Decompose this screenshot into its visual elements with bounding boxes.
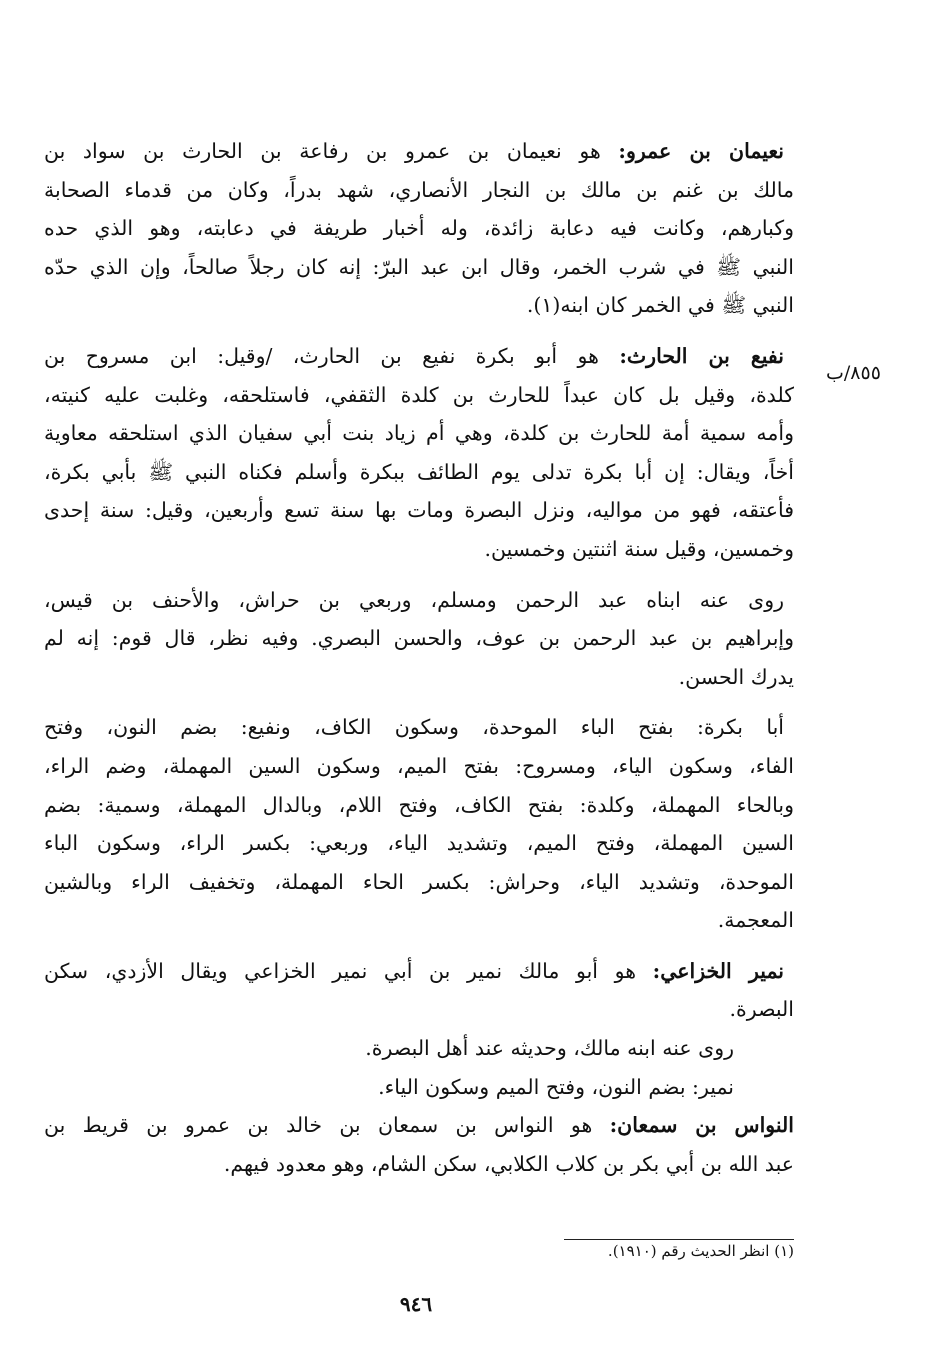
page-body bbox=[44, 132, 794, 1195]
text-line: مالك بن غنم بن مالك بن النجار الأنصاري، شهد بدراً، وكان من قدماء الصحابة bbox=[44, 177, 794, 202]
text-line: وإبراهيم بن عبد الرحمن بن عوف، والحسن البصري. وفيه نظر، قال قوم: إنه لم bbox=[44, 626, 794, 651]
entry-numayr-al-khuzai bbox=[44, 952, 794, 1029]
text-line: وأمه سمية أمة للحارث بن كلدة، وهي أم زياد بنت أبي سفيان الذي استلحقه معاوية bbox=[44, 421, 794, 446]
numayr-narrator-line bbox=[44, 1029, 794, 1068]
text-line: الفاء، وسكون الياء، ومسروح: بفتح الميم، وسكون السين المهملة، وضم الراء، bbox=[44, 753, 794, 778]
entry-text: هو أبو مالك نمير بن أبي نمير الخزاعي ويقال الأزدي، سكن bbox=[44, 958, 653, 983]
narrators-paragraph bbox=[44, 581, 794, 697]
text-line: فأعتقه، فهو من مواليه، ونزل البصرة ومات بها سنة تسع وأربعين، وقيل: سنة إحدى bbox=[44, 498, 794, 523]
entry-term: نفيع بن الحارث: bbox=[619, 343, 784, 368]
text-line: الموحدة، وتشديد الياء، وحراش: بكسر الحاء المهملة، وتخفيف الراء وبالشين bbox=[44, 869, 794, 894]
text-line: وكبارهم، وكانت فيه دعابة زائدة، وله أخبار طريفة في دعابته، وهو الذي حده bbox=[44, 216, 794, 241]
entry-text: هو نعيمان بن عمرو بن رفاعة بن الحارث بن سواد بن bbox=[44, 139, 619, 163]
text-line: أخاً، ويقال: إن أبا بكرة تدلى يوم الطائف ببكرة وأسلم فكناه النبي ﷺ بأبي بكرة، bbox=[44, 459, 794, 484]
entry-al-nawwas-ibn-saman bbox=[44, 1106, 794, 1183]
entry-nufay-ibn-al-harith bbox=[44, 337, 794, 569]
page-number: ٩٤٦ bbox=[399, 1292, 433, 1316]
text-line: أبا بكرة: بفتح الباء الموحدة، وسكون الكاف، ونفيع: بضم النون، وفتح bbox=[44, 715, 784, 740]
entry-text: هو النواس بن سمعان بن خالد بن عمرو بن قريط بن bbox=[44, 1113, 610, 1138]
numayr-vocalization-line bbox=[44, 1068, 794, 1107]
text-line: وبالحاء المهملة، وكلدة: بفتح الكاف، وفتح اللام، وبالدال المهملة، وسمية: بضم bbox=[44, 792, 794, 817]
vocalization-paragraph bbox=[44, 708, 794, 940]
margin-folio-note: ٨٥٥/ب bbox=[826, 362, 881, 384]
text-line: وخمسين، وقيل سنة اثنتين وخمسين. bbox=[484, 536, 794, 561]
text-line bbox=[44, 337, 794, 376]
text-line: البصرة. bbox=[729, 997, 794, 1022]
entry-term: نعيمان بن عمرو: bbox=[618, 139, 784, 163]
text-line: عبد الله بن أبي بكر بن كلاب الكلابي، سكن الشام، وهو معدود فيهم. bbox=[223, 1151, 794, 1176]
text-line: النبي ﷺ في شرب الخمر، وقال ابن عبد البرّ: إنه كان رجلاً صالحاً، وإن الذي حدّه bbox=[44, 254, 794, 279]
text-line: المعجمة. bbox=[717, 908, 794, 933]
entry-term: نمير الخزاعي: bbox=[652, 958, 784, 983]
text-line bbox=[44, 1106, 794, 1145]
text-line: نمير: بضم النون، وفتح الميم وسكون الياء. bbox=[378, 1074, 734, 1099]
entry-term: النواس بن سمعان: bbox=[609, 1113, 794, 1138]
text-line: السين المهملة، وفتح الميم، وتشديد الياء، وربعي: بكسر الراء، وسكون الباء bbox=[44, 831, 794, 856]
text-line bbox=[44, 952, 794, 991]
entry-nuayman-ibn-amr bbox=[44, 132, 794, 325]
text-line: يدرك الحسن. bbox=[678, 664, 794, 689]
text-line: كلدة، وقيل بل كان عبداً للحارث بن كلدة الثقفي، فاستلحقه، وغلبت عليه كنيته، bbox=[44, 382, 794, 407]
entry-text: هو أبو بكرة نفيع بن الحارث، /وقيل: ابن مسروح بن bbox=[44, 343, 620, 368]
text-line: روى عنه ابناه عبد الرحمن ومسلم، وربعي بن حراش، والأحنف بن قيس، bbox=[44, 587, 784, 612]
footnote-divider bbox=[564, 1239, 794, 1240]
text-line: النبي ﷺ في الخمر كان ابنه(١). bbox=[526, 293, 794, 318]
text-line bbox=[44, 132, 794, 171]
text-line: روى عنه ابنه مالك، وحديثه عند أهل البصرة. bbox=[365, 1036, 734, 1061]
footnote: (١) انظر الحديث رقم (١٩١٠). bbox=[607, 1242, 794, 1260]
